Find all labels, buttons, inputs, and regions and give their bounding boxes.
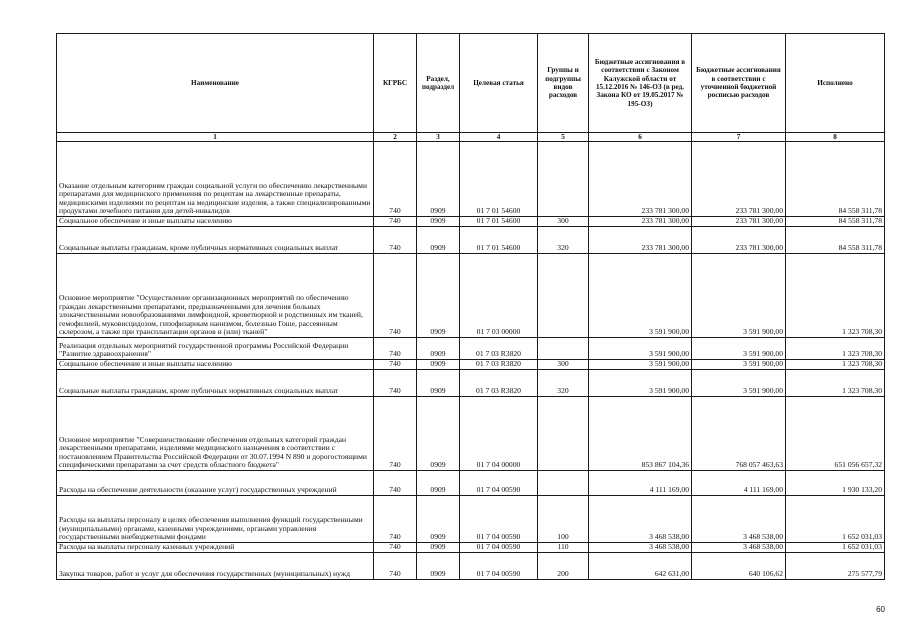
row-executed: 1 652 031,03: [786, 496, 885, 543]
table-row: [57, 254, 885, 338]
row-executed: 1 323 708,30: [786, 370, 885, 397]
row-target-article: 01 7 04 00000: [460, 397, 538, 471]
table-row: [57, 543, 885, 553]
row-target-article: 01 7 03 00000: [460, 254, 538, 338]
row-target-article: 01 7 04 00590: [460, 543, 538, 553]
row-target-article: 01 7 01 54600: [460, 217, 538, 227]
column-number: 7: [692, 133, 786, 142]
row-executed: 275 577,79: [786, 553, 885, 580]
row-section: 0909: [417, 496, 460, 543]
row-refined-allocation: 4 111 169,00: [692, 471, 786, 496]
table-row: [57, 496, 885, 543]
row-refined-allocation: 3 468 538,00: [692, 496, 786, 543]
row-section: 0909: [417, 254, 460, 338]
column-number: 1: [57, 133, 374, 142]
column-number: 3: [417, 133, 460, 142]
header-target-article: Целевая статья: [460, 34, 538, 133]
row-expense-group: [538, 254, 589, 338]
row-law-allocation: 853 867 104,36: [589, 397, 692, 471]
row-name: Социальное обеспечение и иные выплаты населению: [57, 217, 374, 227]
row-kgrbs: 740: [374, 370, 417, 397]
table-row: [57, 397, 885, 471]
row-executed: 1 323 708,30: [786, 360, 885, 370]
row-expense-group: 300: [538, 217, 589, 227]
table-row: [57, 142, 885, 217]
row-expense-group: 320: [538, 370, 589, 397]
row-refined-allocation: 3 591 900,00: [692, 360, 786, 370]
table-row: [57, 360, 885, 370]
row-law-allocation: 4 111 169,00: [589, 471, 692, 496]
row-name: Основное мероприятие "Совершенствование обеспечения отдельных категорий граждан лекарственными препаратами, изделиями медицинского назначения в соответствии с постановлением Правительства Российской Федерации от 30.07.1994 N 890 и дорогостоящими специфическими препаратами за счет средств областного бюджета": [57, 397, 374, 471]
row-executed: 84 558 311,78: [786, 227, 885, 254]
row-kgrbs: 740: [374, 397, 417, 471]
header-name: Наименование: [57, 34, 374, 133]
row-law-allocation: 3 591 900,00: [589, 338, 692, 360]
row-target-article: 01 7 04 00590: [460, 553, 538, 580]
row-expense-group: [538, 338, 589, 360]
row-executed: 84 558 311,78: [786, 142, 885, 217]
table-row: [57, 217, 885, 227]
table-row: [57, 471, 885, 496]
row-expense-group: [538, 471, 589, 496]
header-expense-group: Группы и подгруппы видов расходов: [538, 34, 589, 133]
column-number: 8: [786, 133, 885, 142]
header-executed: Исполнено: [786, 34, 885, 133]
row-section: 0909: [417, 227, 460, 254]
row-refined-allocation: 233 781 300,00: [692, 142, 786, 217]
row-target-article: 01 7 04 00590: [460, 496, 538, 543]
row-law-allocation: 642 631,00: [589, 553, 692, 580]
row-expense-group: [538, 142, 589, 217]
row-refined-allocation: 768 057 463,63: [692, 397, 786, 471]
row-kgrbs: 740: [374, 254, 417, 338]
row-section: 0909: [417, 360, 460, 370]
row-section: 0909: [417, 370, 460, 397]
row-kgrbs: 740: [374, 553, 417, 580]
column-number: 5: [538, 133, 589, 142]
row-kgrbs: 740: [374, 360, 417, 370]
row-kgrbs: 740: [374, 227, 417, 254]
row-law-allocation: 3 591 900,00: [589, 370, 692, 397]
row-kgrbs: 740: [374, 471, 417, 496]
row-expense-group: 300: [538, 360, 589, 370]
table-row: [57, 227, 885, 254]
row-refined-allocation: 3 591 900,00: [692, 338, 786, 360]
row-target-article: 01 7 03 R3820: [460, 360, 538, 370]
row-refined-allocation: 3 591 900,00: [692, 254, 786, 338]
row-executed: 651 056 657,32: [786, 397, 885, 471]
row-name: Оказание отдельным категориям граждан социальной услуги по обеспечению лекарственными препаратами для медицинского применения по рецептам на лекарственные препараты, медицинскими изделиями по рецептам на медицинские изделия, а также специализированными продуктами лечебного питания для детей-инвалидов: [57, 142, 374, 217]
row-section: 0909: [417, 553, 460, 580]
row-target-article: 01 7 01 54600: [460, 227, 538, 254]
table-row: [57, 553, 885, 580]
row-refined-allocation: 3 468 538,00: [692, 543, 786, 553]
column-number: 6: [589, 133, 692, 142]
row-expense-group: 320: [538, 227, 589, 254]
row-name: Расходы на обеспечение деятельности (оказание услуг) государственных учреждений: [57, 471, 374, 496]
row-kgrbs: 740: [374, 543, 417, 553]
row-executed: 84 558 311,78: [786, 217, 885, 227]
row-refined-allocation: 233 781 300,00: [692, 217, 786, 227]
page-number: 60: [876, 605, 885, 614]
row-executed: 1 323 708,30: [786, 254, 885, 338]
row-expense-group: [538, 397, 589, 471]
row-name: Социальные выплаты гражданам, кроме публичных нормативных социальных выплат: [57, 227, 374, 254]
row-name: Социальные выплаты гражданам, кроме публичных нормативных социальных выплат: [57, 370, 374, 397]
row-law-allocation: 3 468 538,00: [589, 496, 692, 543]
column-number: 2: [374, 133, 417, 142]
row-name: Расходы на выплаты персоналу в целях обеспечения выполнения функций государственными (муниципальными) органами, казенными учреждениями, органами управления государственными внебюджетными фондами: [57, 496, 374, 543]
row-expense-group: 100: [538, 496, 589, 543]
row-law-allocation: 233 781 300,00: [589, 142, 692, 217]
row-expense-group: 110: [538, 543, 589, 553]
table-row: [57, 338, 885, 360]
header-kgrbs: КГРБС: [374, 34, 417, 133]
row-expense-group: 200: [538, 553, 589, 580]
row-kgrbs: 740: [374, 217, 417, 227]
row-section: 0909: [417, 471, 460, 496]
row-target-article: 01 7 03 R3820: [460, 338, 538, 360]
row-section: 0909: [417, 142, 460, 217]
header-law-allocations: Бюджетные ассигнования в соответствии с Законом Калужской области от 15.12.2016 № 146-ОЗ (в ред. Закона КО от 19.05.2017 № 195-ОЗ): [589, 34, 692, 133]
table-header-row: [57, 34, 885, 133]
row-section: 0909: [417, 217, 460, 227]
row-name: Основное мероприятие "Осуществление организационных мероприятий по обеспечению граждан лекарственными препаратами, предназначенными для лечения больных злокачественными новообразованиями лимфоидной, кроветворной и родственных им тканей, гемофилией, муковисцидозом, гипофизарным нанизмом, болезнью Гоше, рассеянным склерозом, а также при трансплантации органов и (или) тканей": [57, 254, 374, 338]
row-target-article: 01 7 01 54600: [460, 142, 538, 217]
row-name: Реализация отдельных мероприятий государственной программы Российской Федерации "Развитие здравоохранения": [57, 338, 374, 360]
budget-table-page: [56, 33, 884, 580]
row-refined-allocation: 233 781 300,00: [692, 227, 786, 254]
row-law-allocation: 3 591 900,00: [589, 254, 692, 338]
row-name: Расходы на выплаты персоналу казенных учреждений: [57, 543, 374, 553]
column-number: 4: [460, 133, 538, 142]
row-name: Закупка товаров, работ и услуг для обеспечения государственных (муниципальных) нужд: [57, 553, 374, 580]
row-target-article: 01 7 03 R3820: [460, 370, 538, 397]
row-section: 0909: [417, 543, 460, 553]
row-kgrbs: 740: [374, 496, 417, 543]
header-refined-allocations: Бюджетные ассигнования в соответствии с уточненной бюджетной росписью расходов: [692, 34, 786, 133]
header-section: Раздел, подраздел: [417, 34, 460, 133]
row-section: 0909: [417, 338, 460, 360]
row-law-allocation: 3 468 538,00: [589, 543, 692, 553]
row-law-allocation: 3 591 900,00: [589, 360, 692, 370]
row-executed: 1 652 031,03: [786, 543, 885, 553]
row-refined-allocation: 3 591 900,00: [692, 370, 786, 397]
row-section: 0909: [417, 397, 460, 471]
row-refined-allocation: 640 106,62: [692, 553, 786, 580]
row-kgrbs: 740: [374, 338, 417, 360]
budget-execution-table: [56, 33, 885, 580]
row-law-allocation: 233 781 300,00: [589, 227, 692, 254]
row-kgrbs: 740: [374, 142, 417, 217]
table-row: [57, 370, 885, 397]
row-executed: 1 930 133,20: [786, 471, 885, 496]
row-name: Социальное обеспечение и иные выплаты населению: [57, 360, 374, 370]
row-law-allocation: 233 781 300,00: [589, 217, 692, 227]
row-target-article: 01 7 04 00590: [460, 471, 538, 496]
column-number-row: [57, 133, 885, 142]
row-executed: 1 323 708,30: [786, 338, 885, 360]
